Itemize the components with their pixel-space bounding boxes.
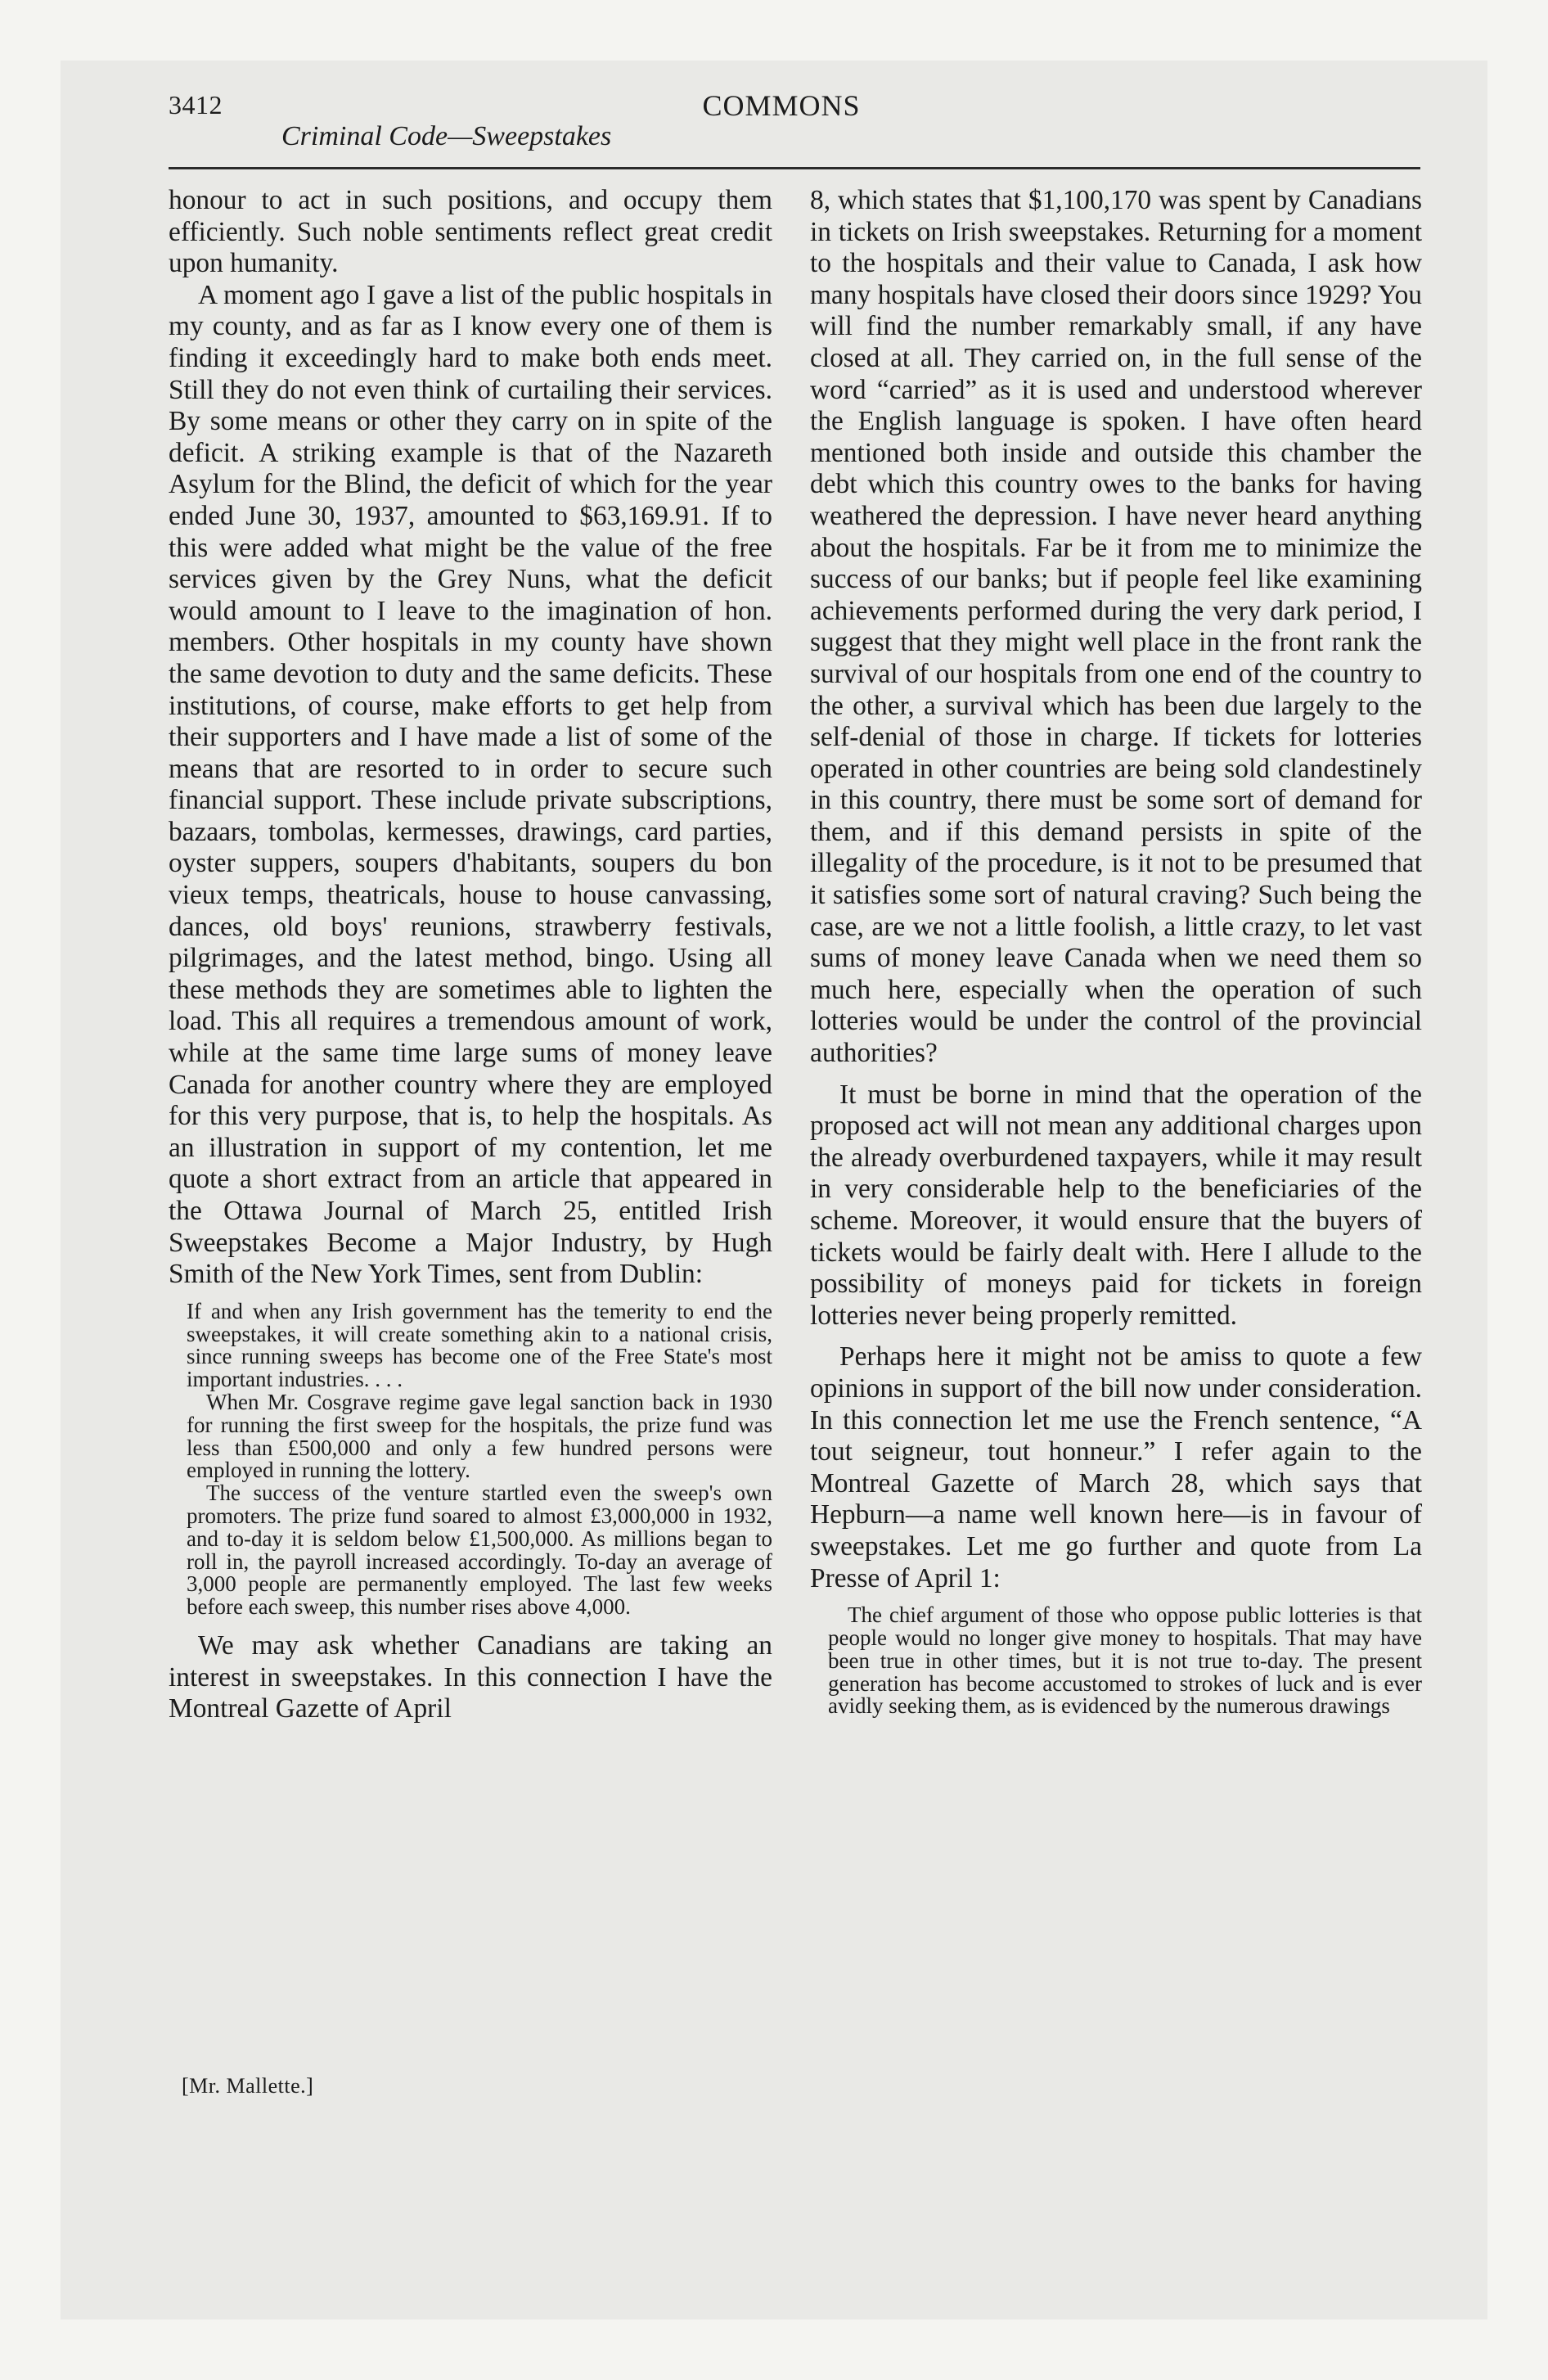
left-quote-1: If and when any Irish government has the temerity to end the sweepstakes, it will create something akin to a national crisis, since running sweeps has become one of the Free State's most important industries. . . . bbox=[187, 1298, 772, 1392]
right-paragraph-2: It must be borne in mind that the operation of the proposed act will not mean any additional charges upon the already overburdened taxpayers, while it may result in very considerable help to the beneficiaries of the scheme. Moreover, it would ensure that the buyers of tickets would be fairly dealt with. Here I allude to the possibility of moneys paid for tickets in foreign lotteries never being properly remitted. bbox=[810, 1079, 1422, 1331]
page-number: 3412 bbox=[169, 90, 223, 119]
left-quote-2: When Mr. Cosgrave regime gave legal sanction back in 1930 for running the first sweep for the hospitals, the prize fund was less than £500,000 and only a few hundred persons were employed in running the lottery. bbox=[187, 1389, 772, 1483]
right-paragraph-3: Perhaps here it might not be amiss to quote a few opinions in support of the bill now under consideration. In this connection let me use the French sentence, “A tout seigneur, tout honneur.” I refer again to the Montreal Gazette of March 28, which says that Hepburn—a name well known here—is in favour of sweepstakes. Let me go further and quote from La Presse of April 1: bbox=[810, 1341, 1422, 1593]
right-column bbox=[810, 185, 1422, 1718]
left-paragraph-2: A moment ago I gave a list of the public hospitals in my county, and as far as I know every one of them is finding it exceedingly hard to make both ends meet. Still they do not even think of curtailing their services. By some means or other they carry on in spite of the deficit. A striking example is that of the Nazareth Asylum for the Blind, the deficit of which for the year ended June 30, 1937, amounted to $63,169.91. If to this were added what might be the value of the free services given by the Grey Nuns, what the deficit would amount to I leave to the imagination of hon. members. Other hospitals in my county have shown the same devotion to duty and the same deficits. These institutions, of course, make efforts to get help from their supporters and I have made a list of some of the means that are resorted to in order to secure such financial support. These include private subscriptions, bazaars, tombolas, kermesses, drawings, card parties, oyster suppers, soupers d'habitants, soupers du bon vieux temps, theatricals, house to house canvassing, dances, old boys' reunions, strawberry festivals, pilgrimages, and the latest method, bingo. Using all these methods they are sometimes able to lighten the load. This all requires a tremendous amount of work, while at the same time large sums of money leave Canada for another country where they are employed for this very purpose, that is, to help the hospitals. As an illustration in support of my contention, let me quote a short extract from an article that appeared in the Ottawa Journal of March 25, entitled Irish Sweepstakes Become a Major Industry, by Hugh Smith of the New York Times, sent from Dublin: bbox=[169, 279, 772, 1290]
left-paragraph-1: honour to act in such positions, and occupy them efficiently. Such noble sentiments reflect great credit upon humanity. bbox=[169, 185, 772, 279]
speaker-attribution: [Mr. Mallette.] bbox=[182, 2074, 314, 2098]
header-rule bbox=[169, 167, 1420, 169]
left-paragraph-3: We may ask whether Canadians are taking an interest in sweepstakes. In this connection I have the Montreal Gazette of April bbox=[169, 1629, 772, 1724]
house-title: COMMONS bbox=[702, 89, 861, 122]
left-quote-3: The success of the venture startled even the sweep's own promoters. The prize fund soared to almost £3,000,000 in 1932, and to-day it is seldom below £1,500,000. As millions began to roll in, the payroll increased accordingly. To-day an average of 3,000 people are permanently employed. The last few weeks before each sweep, this number rises above 4,000. bbox=[187, 1481, 772, 1620]
right-paragraph-1: 8, which states that $1,100,170 was spent by Canadians in tickets on Irish sweepstakes. Returning for a moment to the hospitals and their value to Canada, I ask how many hospitals have closed their doors since 1929? You will find the number remarkably small, if any have closed at all. They carried on, in the full sense of the word “carried” as it is used and understood wherever the English language is spoken. I have often heard mentioned both inside and outside this chamber the debt which this country owes to the banks for having weathered the depression. I have never heard anything about the hospitals. Far be it from me to minimize the success of our banks; but if people feel like examining achievements performed during the very dark period, I suggest that they might well place in the front rank the survival of our hospitals from one end of the country to the other, a survival which has been due largely to the self-denial of those in charge. If tickets for lotteries operated in other countries are being sold clandestinely in this country, there must be some sort of demand for them, and if this demand persists in spite of the illegality of the procedure, is it not to be presumed that it satisfies some sort of natural craving? Such being the case, are we not a little foolish, a little crazy, to let vast sums of money leave Canada when we need them so much here, especially when the operation of such lotteries would be under the control of the provincial authorities? bbox=[810, 185, 1422, 1069]
right-quote-1: The chief argument of those who oppose public lotteries is that people would no longer give money to hospitals. That may have been true in other times, but it is not true to-day. The present generation has become accustomed to strokes of luck and is ever avidly seeking them, as is evidenced by the numerous drawings bbox=[828, 1602, 1422, 1719]
section-title: Criminal Code—Sweepstakes bbox=[281, 121, 612, 151]
left-column bbox=[169, 185, 772, 1725]
